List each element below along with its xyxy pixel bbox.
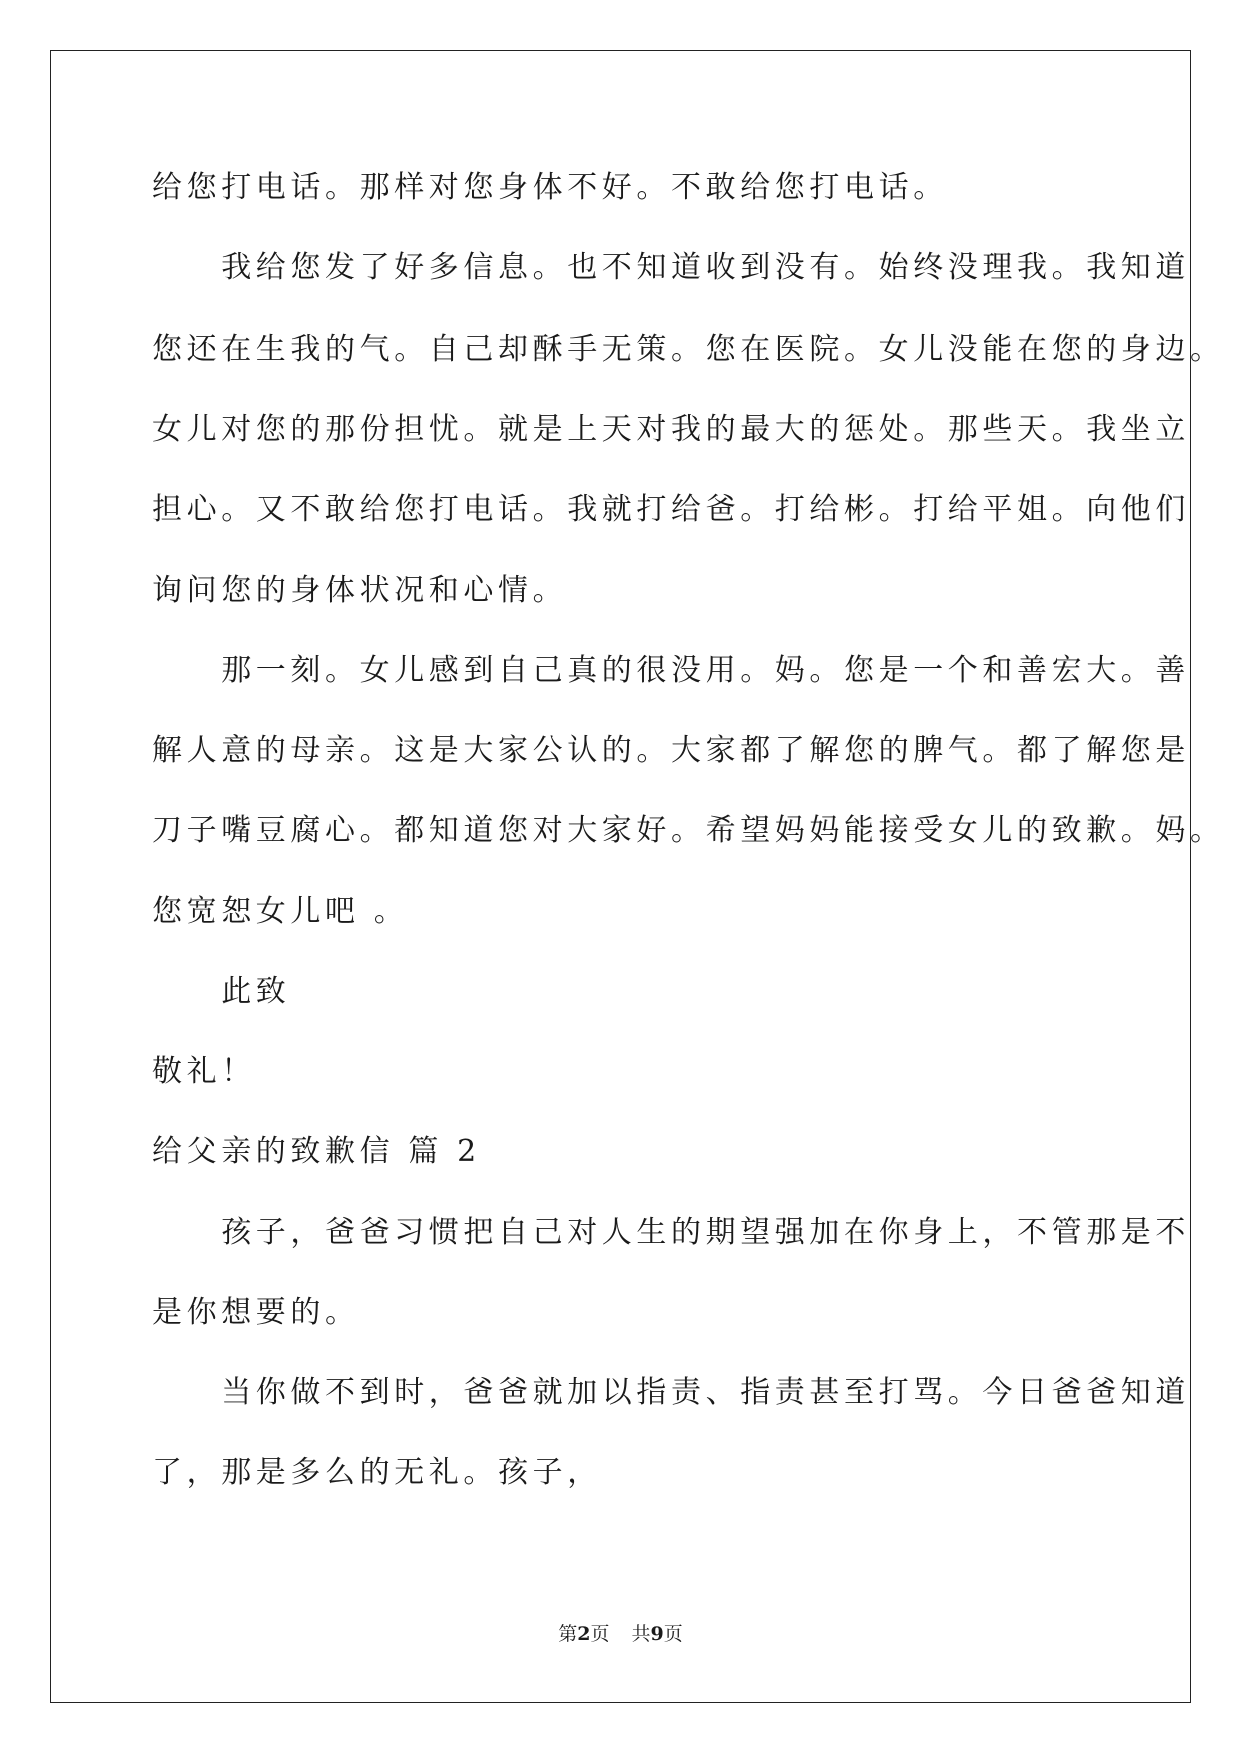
text-line: 给您打电话。那样对您身体不好。不敢给您打电话。: [152, 170, 948, 205]
text-line: 询问您的身体状况和心情。: [152, 573, 568, 608]
text-line: 是你想要的。: [152, 1295, 360, 1330]
text-line: 那一刻。女儿感到自己真的很没用。妈。您是一个和善宏大。善: [152, 653, 1190, 688]
closing-salutation: 此致: [152, 974, 291, 1009]
closing-regards: 敬礼！: [152, 1054, 256, 1089]
text-line: 女儿对您的那份担忧。就是上天对我的最大的惩处。那些天。我坐立: [152, 412, 1190, 447]
text-line: 担心。又不敢给您打电话。我就打给爸。打给彬。打给平姐。向他们: [152, 492, 1190, 527]
current-page-number: 2: [577, 1623, 591, 1645]
text-line: 您宽恕女儿吧 。: [152, 894, 409, 929]
text-line: 您还在生我的气。自己却酥手无策。您在医院。女儿没能在您的身边。: [152, 332, 1225, 367]
text-line: 我给您发了好多信息。也不知道收到没有。始终没理我。我知道: [152, 250, 1190, 285]
text-line: 孩子，爸爸习惯把自己对人生的期望强加在你身上，不管那是不: [152, 1215, 1190, 1250]
page-suffix: 页: [590, 1623, 610, 1645]
section-heading: 给父亲的致歉信 篇 2: [152, 1134, 481, 1169]
text-line: 当你做不到时，爸爸就加以指责、指责甚至打骂。今日爸爸知道: [152, 1375, 1190, 1410]
page-prefix: 第: [558, 1623, 578, 1645]
page-number-footer: [0, 1622, 1241, 1646]
total-prefix: 共: [631, 1623, 651, 1645]
text-line: 刀子嘴豆腐心。都知道您对大家好。希望妈妈能接受女儿的致歉。妈。: [152, 813, 1225, 848]
text-line: 了，那是多么的无礼。孩子，: [152, 1455, 602, 1490]
text-line: 解人意的母亲。这是大家公认的。大家都了解您的脾气。都了解您是: [152, 733, 1190, 768]
total-suffix: 页: [663, 1623, 683, 1645]
total-page-number: 9: [650, 1623, 664, 1645]
